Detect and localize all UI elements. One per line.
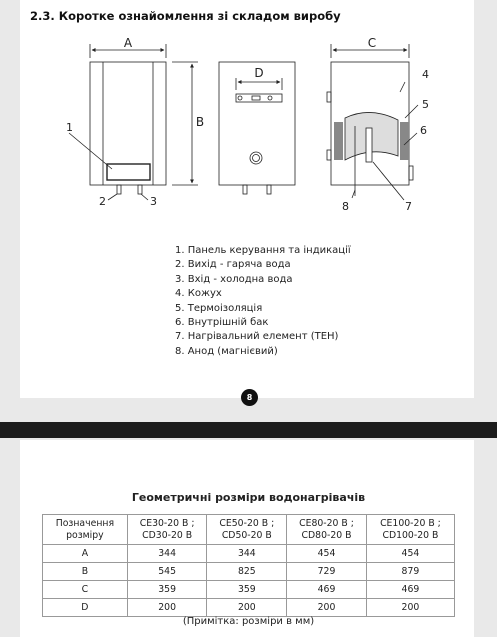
table-row [43, 563, 455, 581]
header-model-cell: CE30-20 B ; CD30-20 B [127, 515, 207, 545]
callout-5: 5 [422, 98, 429, 111]
table-cell: 200 [287, 599, 367, 617]
row-label: C [43, 581, 128, 599]
cold-water-inlet [138, 185, 142, 194]
legend-item: 2. Вихід - гаряча вода [175, 259, 291, 271]
page-number-badge: 8 [241, 389, 258, 406]
mounting-bracket [236, 94, 282, 102]
table-cell: 344 [207, 545, 287, 563]
legend-item: 8. Анод (магнієвий) [175, 345, 278, 357]
row-label: A [43, 545, 128, 563]
table-row [43, 545, 455, 563]
table-cell: 469 [366, 581, 454, 599]
dim-b-label: B [195, 115, 205, 129]
table-cell: 825 [207, 563, 287, 581]
legend-item: 5. Термоізоляція [175, 302, 263, 314]
table-cell: 200 [127, 599, 207, 617]
back-view-body [219, 62, 295, 185]
insulation-left [334, 122, 343, 160]
dimensions-table [42, 514, 455, 617]
row-label: D [43, 599, 128, 617]
page-separator [0, 422, 497, 438]
legend-item: 6. Внутрішній бак [175, 317, 269, 329]
table-cell: 469 [287, 581, 367, 599]
legend-item: 1. Панель керування та індикації [175, 245, 351, 256]
table-cell: 879 [366, 563, 454, 581]
component-legend [175, 244, 351, 359]
section-title: 2.3. Коротке ознайомлення зі складом виробу [30, 9, 341, 23]
table-cell: 729 [287, 563, 367, 581]
table-cell: 200 [207, 599, 287, 617]
callout-4: 4 [422, 68, 429, 81]
table-note: (Примітка: розміри в мм) [182, 616, 315, 627]
header-model-cell: CE80-20 B ; CD80-20 B [287, 515, 367, 545]
table-row [43, 599, 455, 617]
row-label: B [43, 563, 128, 581]
legend-item: 4. Кожух [175, 288, 222, 300]
callout-6: 6 [420, 124, 427, 137]
table-cell: 359 [127, 581, 207, 599]
table-cell: 454 [287, 545, 367, 563]
header-model-cell: CE100-20 B ; CD100-20 B [366, 515, 454, 545]
callout-3: 3 [150, 195, 157, 208]
front-view-body [90, 62, 166, 185]
table-cell: 545 [127, 563, 207, 581]
callout-7: 7 [405, 200, 412, 213]
dim-c-label: C [367, 36, 377, 50]
table-cell: 344 [127, 545, 207, 563]
rear-flange [250, 152, 262, 164]
hot-water-outlet [117, 185, 121, 194]
header-label-cell: Позначення розміру [43, 515, 128, 545]
table-cell: 359 [207, 581, 287, 599]
callout-1: 1 [66, 121, 73, 134]
legend-item: 7. Нагрівальний елемент (ТЕН) [175, 331, 339, 343]
heating-element [366, 128, 372, 162]
table-cell: 454 [366, 545, 454, 563]
table-title: Геометричні розміри водонагрівачів [131, 491, 366, 504]
header-model-cell: CE50-20 B ; CD50-20 B [207, 515, 287, 545]
insulation-right [400, 122, 409, 160]
control-panel [107, 164, 150, 180]
legend-item: 3. Вхід - холодна вода [175, 273, 293, 285]
water-heater-diagram [0, 0, 497, 240]
table-cell: 200 [366, 599, 454, 617]
callout-2: 2 [99, 195, 106, 208]
table-header-row [43, 515, 455, 545]
table-row [43, 581, 455, 599]
callout-8: 8 [342, 200, 349, 213]
dim-a-label: A [123, 36, 133, 50]
dim-d-label: D [254, 66, 264, 80]
